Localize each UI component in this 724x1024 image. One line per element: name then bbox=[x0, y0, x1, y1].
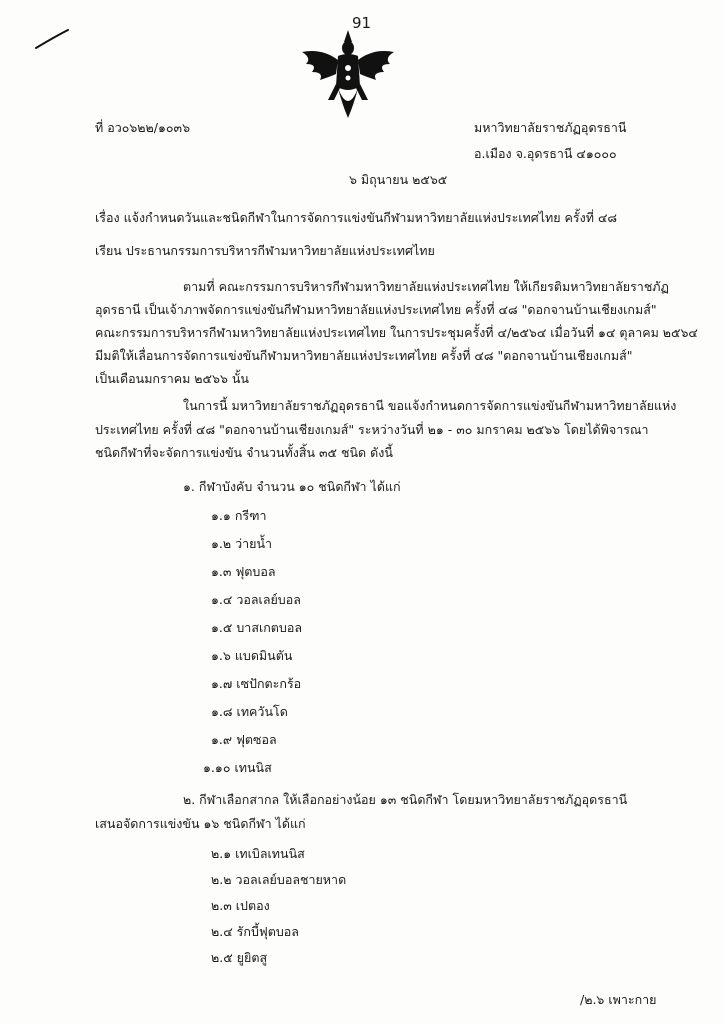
list-item: ๒.๔ รักบี้ฟุตบอล bbox=[211, 924, 299, 939]
list-item: ๑.๙ ฟุตซอล bbox=[211, 732, 277, 747]
list-item: ๒.๕ ยูยิตสู bbox=[211, 950, 268, 965]
section-2-title: ๒. กีฬาเลือกสากล ให้เลือกอย่างน้อย ๑๓ ชนิดกีฬา โดยมหาวิทยาลัยราชภัฏอุดรธานี bbox=[183, 792, 628, 807]
list-item: ๒.๑ เทเบิลเทนนิส bbox=[211, 846, 305, 861]
paragraph-line: ตามที่ คณะกรรมการบริหารกีฬามหาวิทยาลัยแห่งประเทศไทย ให้เกียรติมหาวิทยาลัยราชภัฏ bbox=[183, 279, 669, 294]
recipient-line: เรียน ประธานกรรมการบริหารกีฬามหาวิทยาลัยแห่งประเทศไทย bbox=[95, 243, 435, 258]
paragraph-line: เป็นเดือนมกราคม ๒๕๖๖ นั้น bbox=[95, 371, 249, 386]
organization-name: มหาวิทยาลัยราชภัฏอุดรธานี bbox=[474, 120, 627, 135]
pen-stroke-icon bbox=[34, 28, 70, 50]
section-2-title-cont: เสนอจัดการแข่งขัน ๑๖ ชนิดกีฬา ได้แก่ bbox=[95, 816, 306, 831]
paragraph-line: อุดรธานี เป็นเจ้าภาพจัดการแข่งขันกีฬามหาวิทยาลัยแห่งประเทศไทย ครั้งที่ ๔๘ "ดอกจานบ้านเชียงเกมส์" bbox=[95, 302, 657, 317]
paragraph-line: ชนิดกีฬาที่จะจัดการแข่งขัน จำนวนทั้งสิ้น ๓๕ ชนิด ดังนี้ bbox=[95, 445, 393, 460]
list-item: ๑.๖ แบดมินตัน bbox=[211, 648, 293, 663]
list-item: ๑.๒ ว่ายน้ำ bbox=[211, 536, 273, 551]
section-1-title: ๑. กีฬาบังคับ จำนวน ๑๐ ชนิดกีฬา ได้แก่ bbox=[183, 479, 401, 494]
list-item: ๒.๓ เปตอง bbox=[211, 898, 270, 913]
paragraph-line: ประเทศไทย ครั้งที่ ๔๘ "ดอกจานบ้านเชียงเกมส์" ระหว่างวันที่ ๒๑ - ๓๐ มกราคม ๒๕๖๖ โดยได้พิจารณา bbox=[95, 422, 649, 437]
list-item: ๑.๑๐ เทนนิส bbox=[203, 760, 272, 775]
paragraph-line: คณะกรรมการบริหารกีฬามหาวิทยาลัยแห่งประเทศไทย ในการประชุมครั้งที่ ๔/๒๕๖๔ เมื่อวันที่ ๑๔ ตุลาคม ๒๕๖๔ bbox=[95, 325, 698, 340]
paragraph-line: มีมติให้เลื่อนการจัดการแข่งขันกีฬามหาวิทยาลัยแห่งประเทศไทย ครั้งที่ ๔๘ "ดอกจานบ้านเชียงเกมส์" bbox=[95, 348, 633, 363]
subject-line: เรื่อง แจ้งกำหนดวันและชนิดกีฬาในการจัดการแข่งขันกีฬามหาวิทยาลัยแห่งประเทศไทย ครั้งที่ ๔๘ bbox=[95, 210, 618, 225]
list-item: ๑.๘ เทควันโด bbox=[211, 704, 288, 719]
continuation-note: /๒.๖ เพาะกาย bbox=[580, 992, 657, 1007]
list-item: ๒.๒ วอลเลย์บอลชายหาด bbox=[211, 872, 347, 887]
paragraph-line: ในการนี้ มหาวิทยาลัยราชภัฏอุดรธานี ขอแจ้งกำหนดการจัดการแข่งขันกีฬามหาวิทยาลัยแห่ง bbox=[183, 398, 677, 413]
list-item: ๑.๑ กรีฑา bbox=[211, 508, 267, 523]
garuda-emblem-icon bbox=[298, 28, 398, 120]
list-item: ๑.๔ วอลเลย์บอล bbox=[211, 592, 301, 607]
organization-address: อ.เมือง จ.อุดรธานี ๔๑๐๐๐ bbox=[474, 146, 617, 161]
page-number: 91 bbox=[352, 14, 372, 32]
document-date: ๖ มิถุนายน ๒๕๖๕ bbox=[349, 172, 448, 187]
list-item: ๑.๗ เซปักตะกร้อ bbox=[211, 676, 302, 691]
list-item: ๑.๓ ฟุตบอล bbox=[211, 564, 276, 579]
document-number: ที่ อว๐๖๒๒/๑๐๓๖ bbox=[95, 120, 191, 135]
list-item: ๑.๕ บาสเกตบอล bbox=[211, 620, 303, 635]
